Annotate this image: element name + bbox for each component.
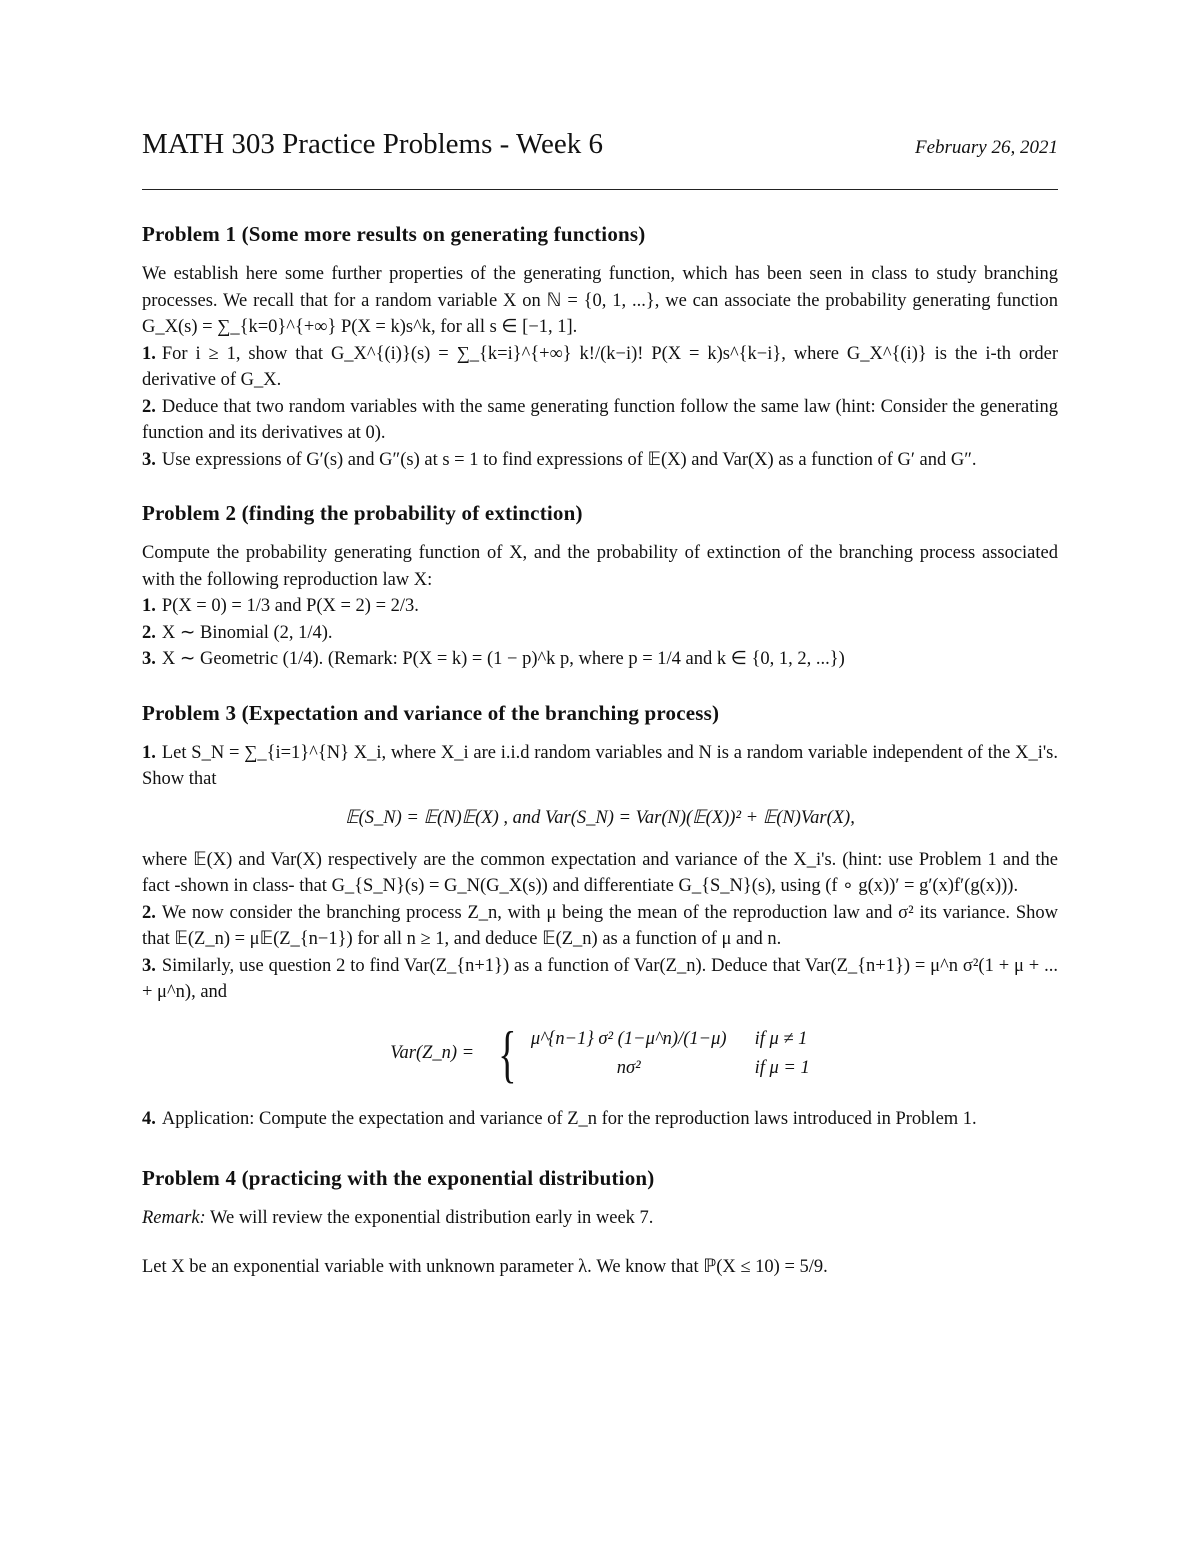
problem-3-hint: where 𝔼(X) and Var(X) respectively are the common expectation and variance of the X_i's. (hint: use Problem 1 and the fact -shown in class- that G_{S_N}(s) = G_N(G_X(s)) and differentiate G_{S_N}(s), using (f ∘ g(x))′ = g′(x)f′(g(x))). xyxy=(142,849,1058,896)
item-text: Similarly, use question 2 to find Var(Z_{n+1}) as a function of Var(Z_n). Deduce that Var(Z_{n+1}) = μ^n σ²(1 + μ + ... + μ^n), and xyxy=(142,955,1058,1002)
item-text: X ∼ Geometric (1/4). (Remark: P(X = k) = (1 − p)^k p, where p = 1/4 and k ∈ {0, 1, 2, ...}) xyxy=(161,649,845,669)
item-text: Use expressions of G′(s) and G″(s) at s = 1 to find expressions of 𝔼(X) and Var(X) as a function of G′ and G″. xyxy=(161,449,977,470)
problem-3-item-1 xyxy=(142,740,1058,793)
remark-label: Remark: xyxy=(142,1208,206,1228)
case-1-condition: if μ ≠ 1 xyxy=(754,1028,808,1049)
item-number: 1. xyxy=(142,343,156,364)
item-number: 3. xyxy=(142,649,156,669)
cases-lhs: Var(Z_n) = xyxy=(390,1043,475,1063)
problem-1-intro: We establish here some further properties of the generating function, which has been seen in class to study branching processes. We recall that for a random variable X on ℕ = {0, 1, ...}, we can associate the probability generating function G_X(s) = ∑_{k=0}^{+∞} P(X = k)s^k, for all s ∈ [−1, 1]. xyxy=(142,264,1058,337)
case-2-condition: if μ = 1 xyxy=(754,1057,810,1078)
problem-2-item-3 xyxy=(142,646,1058,673)
case-rows xyxy=(531,1029,810,1079)
problem-2-title: Problem 2 (finding the probability of extinction) xyxy=(142,501,583,525)
item-text: We now consider the branching process Z_n, with μ being the mean of the reproduction law and σ² its variance. Show that 𝔼(Z_n) = μ𝔼(Z_{n−1}) for all n ≥ 1, and deduce 𝔼(Z_n) as a function of μ and n. xyxy=(142,902,1058,949)
problem-4-remark xyxy=(142,1205,1058,1232)
problem-4-text: Let X be an exponential variable with unknown parameter λ. We know that ℙ(X ≤ 10) = 5/9. xyxy=(142,1256,828,1277)
problem-1-item-1 xyxy=(142,341,1058,394)
problem-2-item-2 xyxy=(142,620,1058,647)
problem-3 xyxy=(142,701,1058,1133)
spacer xyxy=(142,1232,1058,1254)
problem-2 xyxy=(142,501,1058,673)
problem-1-title: Problem 1 (Some more results on generating functions) xyxy=(142,222,646,246)
problem-3-item-3 xyxy=(142,953,1058,1006)
problem-3-title: Problem 3 (Expectation and variance of the branching process) xyxy=(142,700,720,725)
cases-equation xyxy=(142,1017,1058,1089)
item-number: 3. xyxy=(142,955,156,976)
item-number: 1. xyxy=(142,742,156,763)
case-1-value: μ^{n−1} σ² (1−μ^n)/(1−μ) xyxy=(530,1028,727,1049)
item-text: Deduce that two random variables with the same generating function follow the same law (hint: Consider the generating function and its derivatives at 0). xyxy=(142,396,1058,443)
item-text: P(X = 0) = 1/3 and P(X = 2) = 2/3. xyxy=(161,596,419,616)
problem-1-item-2 xyxy=(142,394,1058,447)
problem-3-item-2 xyxy=(142,900,1058,953)
item-text: Application: Compute the expectation and variance of Z_n for the reproduction laws introduced in Problem 1. xyxy=(161,1108,977,1129)
document-page xyxy=(142,128,1058,1280)
item-number: 2. xyxy=(142,622,156,643)
problem-1 xyxy=(142,222,1058,473)
problem-3-item-4 xyxy=(142,1106,1058,1133)
remark-text: We will review the exponential distribution early in week 7. xyxy=(210,1208,654,1228)
problem-2-item-1 xyxy=(142,593,1058,620)
item-number: 2. xyxy=(142,902,156,923)
problem-4-title: Problem 4 (practicing with the exponential distribution) xyxy=(142,1166,655,1190)
left-brace-icon: { xyxy=(498,1017,517,1089)
document-header xyxy=(142,128,1058,190)
item-text: Let S_N = ∑_{i=1}^{N} X_i, where X_i are i.i.d random variables and N is a random variable independent of the X_i's. Show that xyxy=(142,742,1058,789)
display-equation: 𝔼(S_N) = 𝔼(N)𝔼(X) , and Var(S_N) = Var(N)(𝔼(X))² + 𝔼(N)Var(X), xyxy=(345,807,855,828)
item-text: For i ≥ 1, show that G_X^{(i)}(s) = ∑_{k=i}^{+∞} k!/(k−i)! P(X = k)s^{k−i}, where G_X^{(i)} is the i-th order derivative of G_X. xyxy=(142,343,1058,390)
item-number: 4. xyxy=(142,1108,156,1129)
problem-1-item-3 xyxy=(142,447,1058,474)
case-2-value: nσ² xyxy=(616,1057,641,1078)
document-title: MATH 303 Practice Problems - Week 6 xyxy=(142,128,604,160)
document-date: February 26, 2021 xyxy=(914,137,1058,158)
item-number: 2. xyxy=(142,396,156,417)
item-number: 1. xyxy=(142,596,156,616)
item-text: X ∼ Binomial (2, 1/4). xyxy=(161,622,333,643)
problem-2-intro: Compute the probability generating function of X, and the probability of extinction of the branching process associated with the following reproduction law X: xyxy=(142,543,1058,590)
problem-4 xyxy=(142,1166,1058,1280)
item-number: 3. xyxy=(142,449,156,470)
